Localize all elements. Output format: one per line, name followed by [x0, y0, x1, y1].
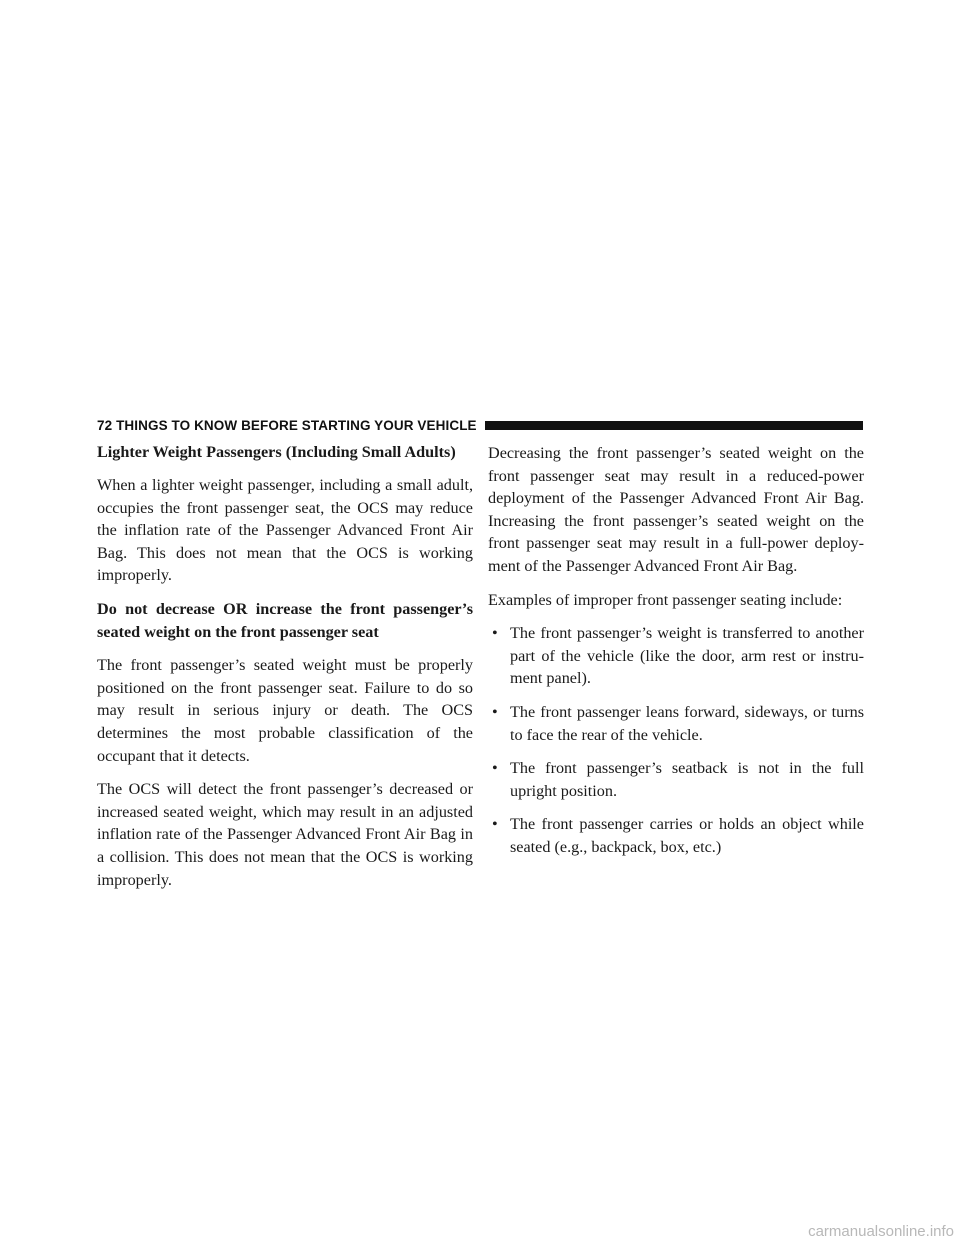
paragraph: The OCS will detect the front passenger’s decreased or increased seated weight, which may result in an adjusted inflation rate of the Passenger Advanced Front Air Bag in a collision. This does not mean that the OCS is working improperly. [97, 780, 473, 889]
bullet-icon: • [492, 759, 498, 778]
bold-paragraph: Do not decrease OR increase the front passenger’s seated weight on the front passenger seat [97, 599, 473, 641]
bullet-icon: • [492, 702, 498, 721]
page-number: 72 [97, 417, 113, 433]
list-item-text: The front passenger’s weight is transferred to another part of the vehicle (like the door, arm rest or instru-ment panel). [510, 624, 864, 688]
bullet-icon: • [492, 815, 498, 834]
list-item-text: The front passenger’s seatback is not in the full upright position. [510, 759, 864, 800]
page-header-text [97, 418, 477, 433]
watermark: carmanualsonline.info [808, 1223, 954, 1240]
bullet-icon: • [492, 624, 498, 643]
header-rule [485, 421, 863, 430]
list-item [488, 622, 864, 690]
bullet-list [488, 622, 864, 858]
paragraph: When a lighter weight passenger, including a small adult, occupies the front passenger seat, the OCS may reduce the inflation rate of the Passenger Advanced Front Air Bag. This does not mean that the OCS is working improperly. [97, 476, 473, 585]
left-column [97, 442, 473, 902]
section-heading: Lighter Weight Passengers (Including Small Adults) [97, 443, 456, 461]
paragraph: The front passenger’s seated weight must be properly positioned on the front passenger seat. Failure to do so may result in serious injury or death. The OCS determines the most probable classification of the occupant that it detects. [97, 656, 473, 765]
list-item-text: The front passenger leans forward, sideways, or turns to face the rear of the vehicle. [510, 702, 864, 744]
page-header [97, 415, 863, 435]
paragraph: Examples of improper front passenger seating include: [488, 590, 843, 609]
right-column [488, 442, 864, 870]
paragraph: Decreasing the front passenger’s seated weight on the front passenger seat may result in a reduced-power deployment of the Passenger Advanced Front Air Bag. Increasing the front passenger’s seated weight on the front passenger seat may result in a full-power deploy-ment of the Passenger Advanced Front Air Bag. [488, 444, 864, 575]
list-item [488, 701, 864, 746]
section-title: THINGS TO KNOW BEFORE STARTING YOUR VEHICLE [116, 417, 477, 433]
list-item [488, 813, 864, 858]
list-item [488, 757, 864, 802]
list-item-text: The front passenger carries or holds an object while seated (e.g., backpack, box, etc.) [510, 815, 864, 856]
